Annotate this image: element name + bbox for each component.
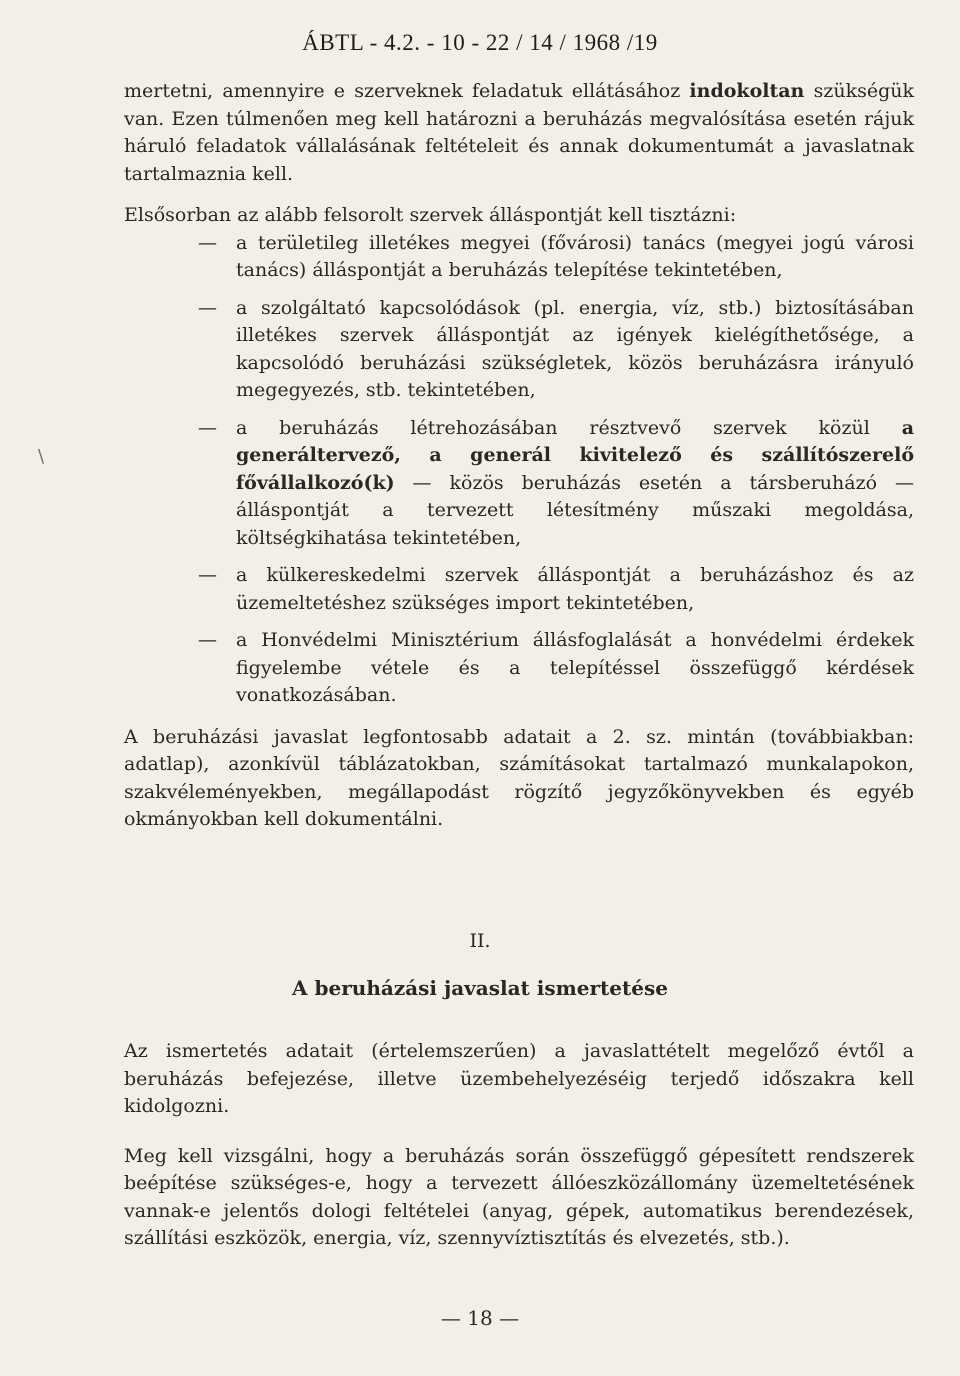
documentation-paragraph: A beruházási javaslat legfontosabb adatait a 2. sz. mintán (továbbiakban: adatlap), azonkívül táblázatokban, számításokat tartalmazó munkalapokon, szakvéleményekben, megállapodást rögzítő jegyzőkönyvekben és egyéb okmányokban kell dokumentálni.	[124, 725, 914, 830]
list-item: — a szolgáltató kapcsolódások (pl. energia, víz, stb.) biztosításában illetékes szervek álláspontját az igények kielégíthetősége, a kapcsolódó beruházási szükségletek, közös beruházásra irányuló megegyezés, stb. tekintetében,	[198, 296, 914, 401]
section-number: II.	[469, 930, 491, 952]
section-paragraph: Meg kell vizsgálni, hogy a beruházás során összefüggő gépesített rendszerek beépítése szükséges-e, hogy a tervezett állóeszközállomány üzemeltetésének vannak-e jelentős dologi feltételei (anyag, gépek, automatikus berendezések, szállítási eszközök, energia, víz, szennyvíztisztítás és elvezetés, stb.).	[124, 1144, 914, 1249]
scan-mark: \	[38, 446, 45, 467]
list-item: — a külkereskedelmi szervek álláspontját a beruházáshoz és az üzemeltetéshez szükséges import tekintetében,	[198, 564, 914, 614]
list-item: — a Honvédelmi Minisztérium állásfoglalását a honvédelmi érdekek figyelembe vétele és a telepítéssel összefüggő kérdések vonatkozásában.	[198, 629, 914, 706]
dash-marker: —	[198, 231, 217, 254]
dash-marker: —	[198, 629, 217, 651]
dash-marker: —	[198, 296, 217, 319]
section-paragraph: Az ismertetés adatait (értelemszerűen) a javaslattételt megelőző évtől a beruházás befejezése, illetve üzembehelyezéséig terjedő időszakra kell kidolgozni.	[124, 1040, 914, 1117]
section-title: A beruházási javaslat ismertetése	[292, 976, 668, 1000]
archive-reference: ÁBTL - 4.2. - 10 - 22 / 14 / 1968 /19	[302, 30, 658, 55]
dash-marker: —	[198, 416, 217, 439]
list-item: — a beruházás létrehozásában résztvevő szervek közül a generáltervező, a generál kivitelező és szállítószerelő fővállalkozó(k) — közös beruházás esetén a társberuházó — álláspontját a tervezett létesítmény műszaki megoldása, költségkihatása tekintetében,	[198, 416, 914, 549]
section-text	[124, 1038, 914, 1253]
main-text	[124, 78, 914, 834]
page-number: — 18 —	[440, 1306, 520, 1330]
lead-sentence: Elsősorban az alább felsorolt szervek álláspontját kell tisztázni:	[124, 204, 737, 226]
dash-marker: —	[198, 564, 217, 586]
intro-paragraph: mertetni, amennyire e szerveknek feladatuk ellátásához indokoltan szükségük van. Ezen túlmenően meg kell határozni a beruházás megvalósítása esetén rájuk háruló feladatok vállalásának feltételeit és annak dokumentumát a javaslatnak tartalmaznia kell.	[124, 80, 914, 185]
bold-word: indokoltan	[689, 80, 805, 102]
list-item: — a területileg illetékes megyei (fővárosi) tanács (megyei jogú városi tanács) álláspontját a beruházás telepítése tekintetében,	[198, 231, 914, 281]
